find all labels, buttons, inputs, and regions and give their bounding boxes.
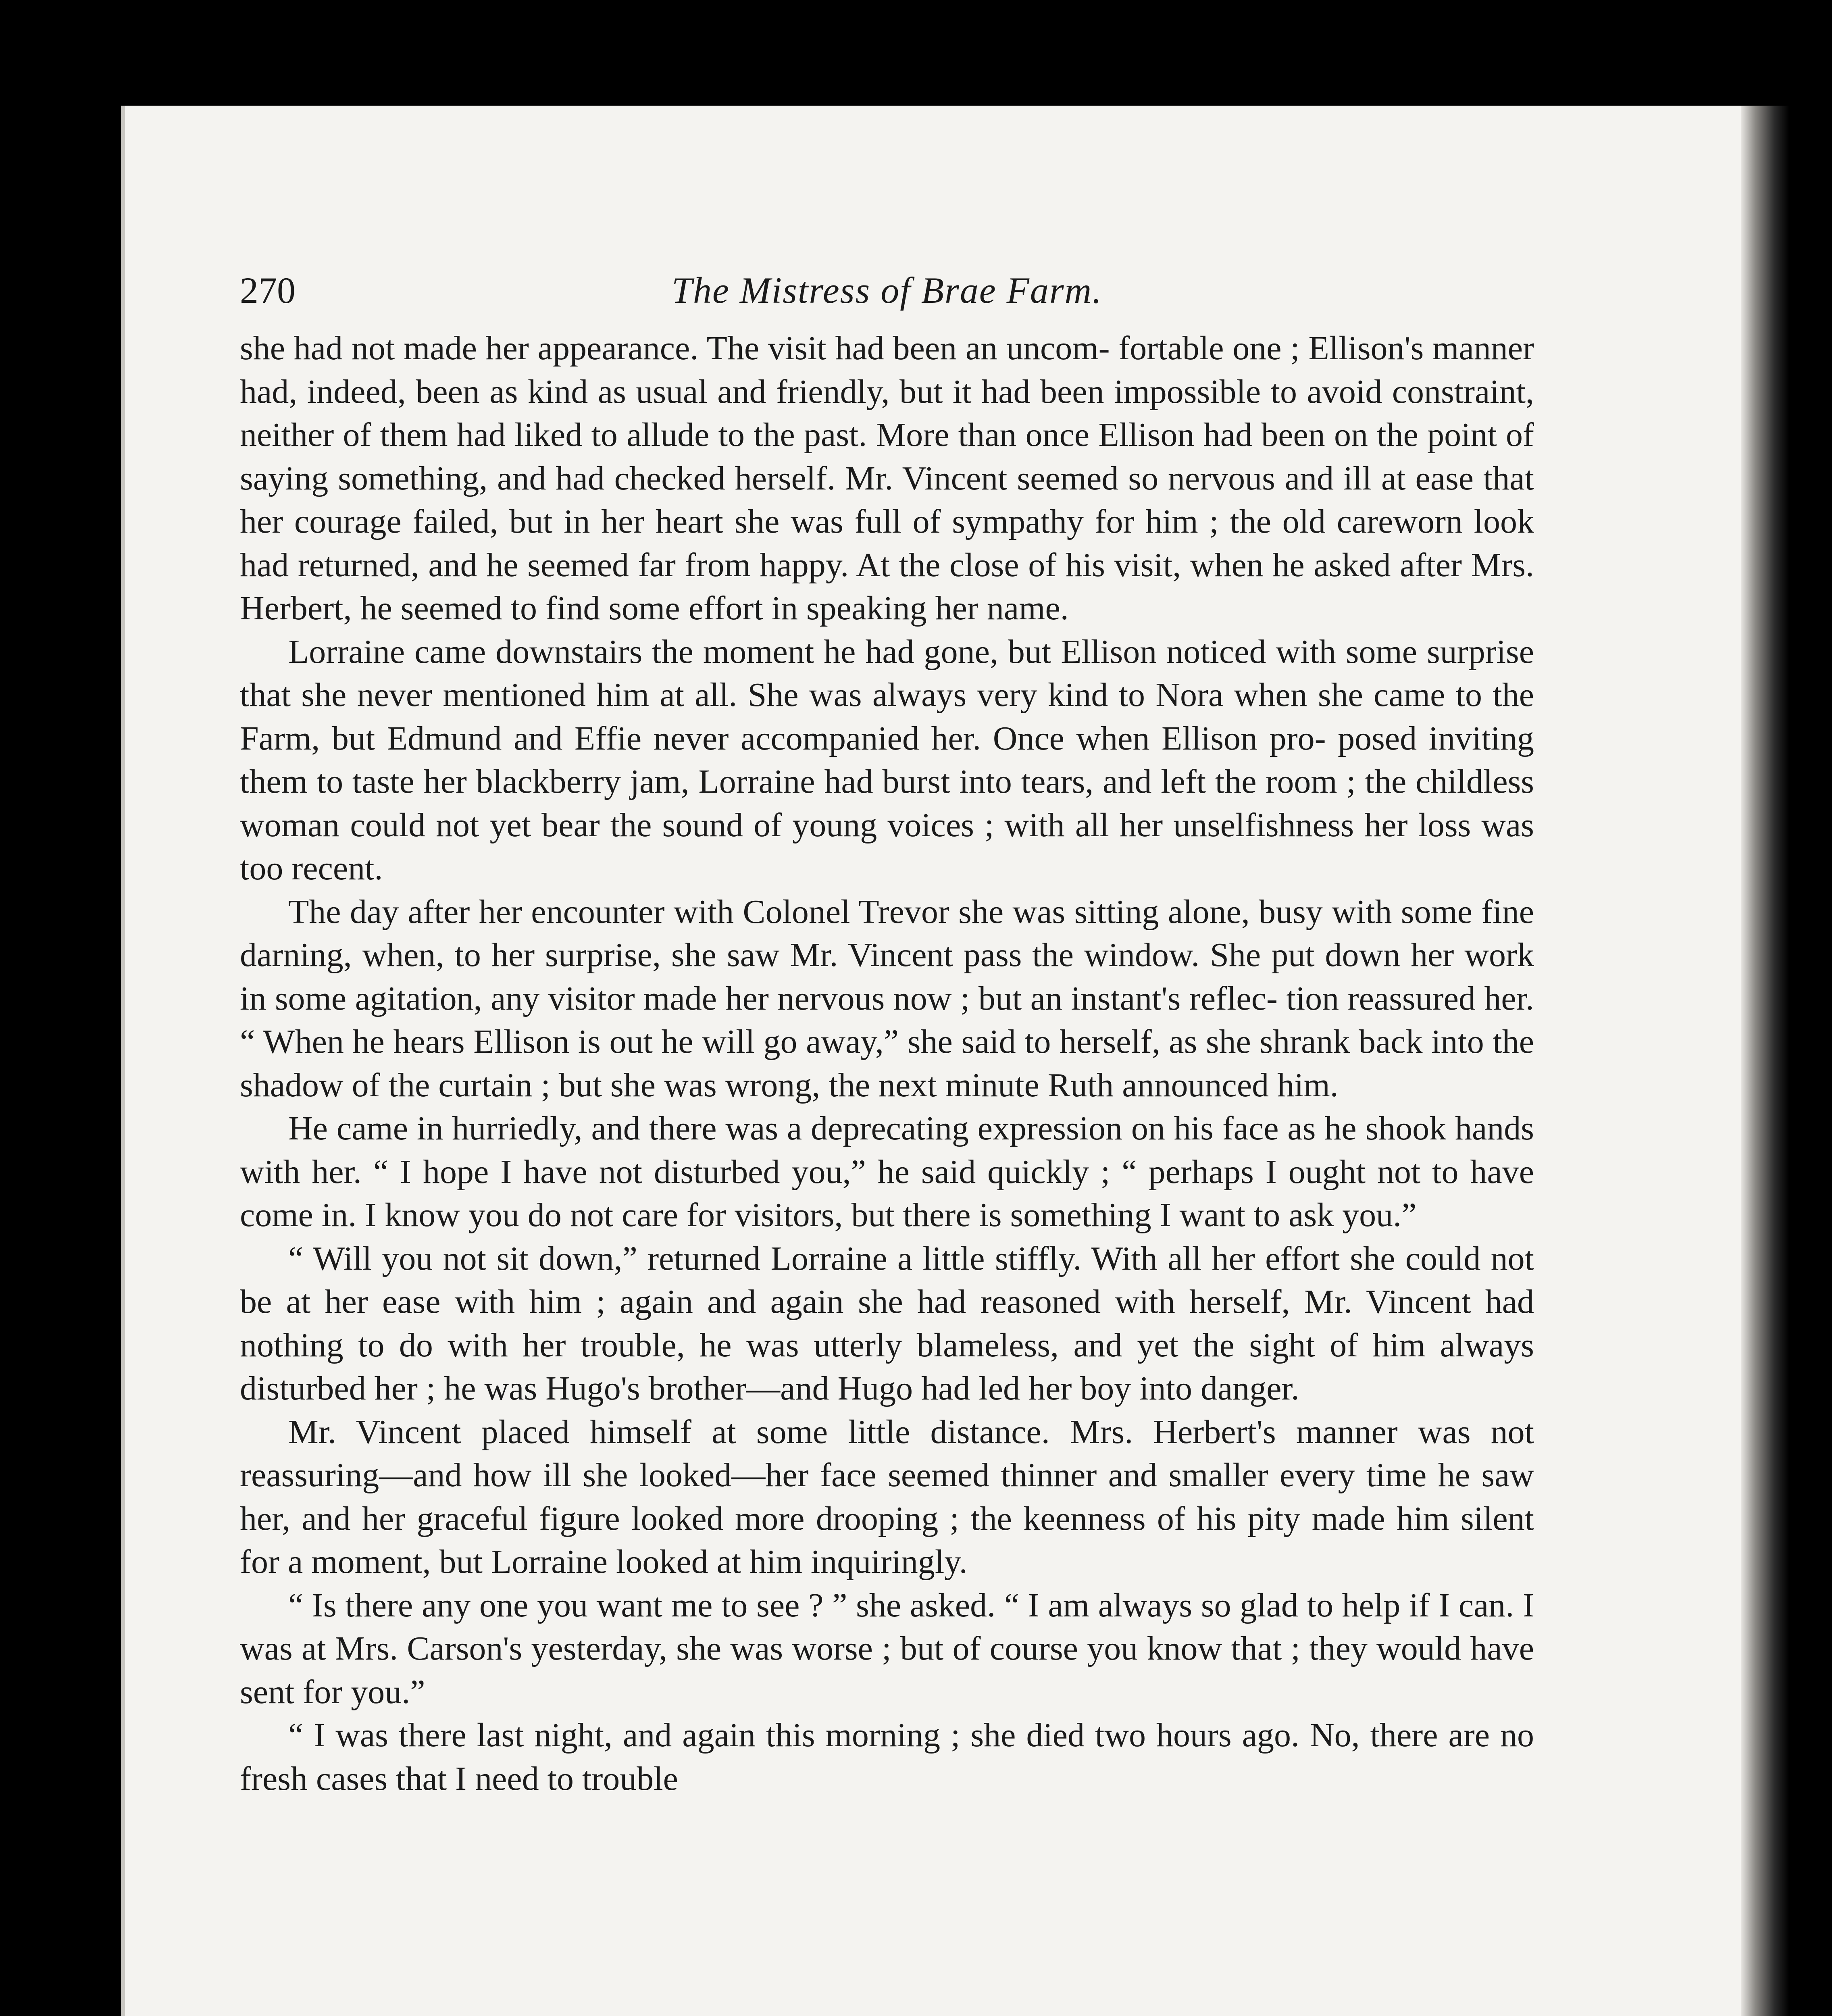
page-content <box>240 258 1534 1800</box>
page-gutter-shadow <box>1741 106 1789 2016</box>
paragraph: Lorraine came downstairs the moment he had gone, but Ellison noticed with some surprise that she never mentioned him at all. She was always very kind to Nora when she came to the Farm, but Edmund and Effie never accompanied her. Once when Ellison pro- posed inviting them to taste her blackberry jam, Lorraine had burst into tears, and left the room ; the childless woman could not yet bear the sound of young voices ; with all her unselfishness her loss was too recent. <box>240 633 1534 887</box>
running-title: The Mistress of Brae Farm. <box>671 270 1103 311</box>
paragraph: she had not made her appearance. The visit had been an uncom- fortable one ; Ellison's manner had, indeed, been as kind as usual and friendly, but it had been impossible to avoid constraint, neither of them had liked to allude to the past. More than once Ellison had been on the point of saying something, and had checked herself. Mr. Vincent seemed so nervous and ill at ease that her courage failed, but in her heart she was full of sympathy for him ; the old careworn look had returned, and he seemed far from happy. At the close of his visit, when he asked after Mrs. Herbert, he seemed to find some effort in speaking her name. <box>240 329 1534 627</box>
body-text <box>240 327 1534 1800</box>
paragraph: The day after her encounter with Colonel Trevor she was sitting alone, busy with some fine darning, when, to her surprise, she saw Mr. Vincent pass the window. She put down her work in some agitation, any visitor made her nervous now ; but an instant's reflec- tion reassured her. “ When he hears Ellison is out he will go away,” she said to herself, as she shrank back into the shadow of the curtain ; but she was wrong, the next minute Ruth announced him. <box>240 893 1534 1104</box>
paragraph: “ I was there last night, and again this morning ; she died two hours ago. No, there are no fresh cases that I need to trouble <box>240 1716 1534 1797</box>
paragraph: “ Is there any one you want me to see ? ” she asked. “ I am always so glad to help if I can. I was at Mrs. Carson's yesterday, she was worse ; but of course you know that ; they would have sent for you.” <box>240 1586 1534 1711</box>
paragraph: He came in hurriedly, and there was a deprecating expression on his face as he shook hands with her. “ I hope I have not disturbed you,” he said quickly ; “ perhaps I ought not to have come in. I know you do not care for visitors, but there is something I want to ask you.” <box>240 1110 1534 1234</box>
paragraph: Mr. Vincent placed himself at some little distance. Mrs. Herbert's manner was not reassuring—and how ill she looked—her face seemed thinner and smaller every time he saw her, and her graceful figure looked more drooping ; the keenness of his pity made him silent for a moment, but Lorraine looked at him inquiringly. <box>240 1413 1534 1581</box>
running-header <box>240 258 1534 323</box>
paragraph: “ Will you not sit down,” returned Lorraine a little stiffly. With all her effort she could not be at her ease with him ; again and again she had reasoned with herself, Mr. Vincent had nothing to do with her trouble, he was utterly blameless, and yet the sight of him always disturbed her ; he was Hugo's brother—and Hugo had led her boy into danger. <box>240 1239 1534 1407</box>
page-number: 270 <box>240 270 296 311</box>
